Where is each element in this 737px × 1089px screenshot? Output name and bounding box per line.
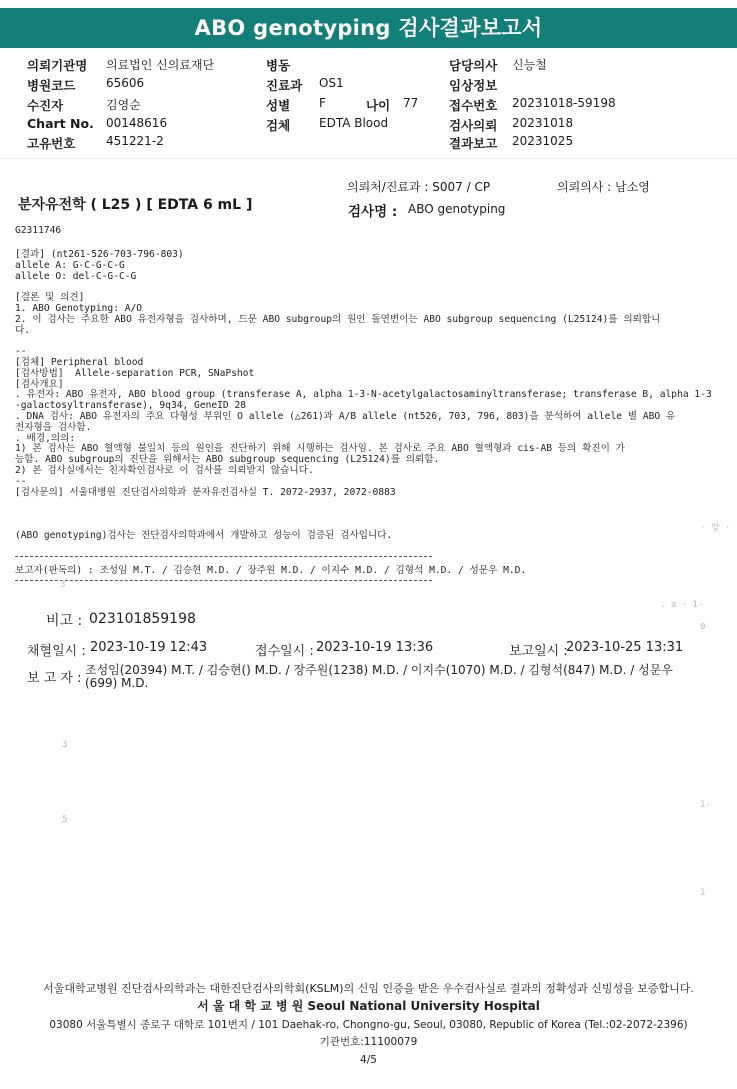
scan-artifact: 1 (700, 888, 706, 898)
value-specimen: EDTA Blood (319, 116, 389, 130)
scan-artifact: 3 (60, 580, 66, 590)
reporter-line-1: 조성임(20394) M.T. / 김승현() M.D. / 장주원(1238) M.D. / 이지수(1070) M.D. / 김형석(847) M.D. / 성문우 (85, 663, 673, 677)
label-reported: 결과보고 (449, 136, 498, 151)
test-name-label: 검사명 : (348, 204, 398, 220)
label-age: 나이 (366, 98, 391, 113)
reported-label: 보고일시 : (509, 644, 568, 659)
label-receipt-no: 접수번호 (449, 98, 498, 113)
dashed-divider (15, 580, 432, 581)
label-hospital-code: 병원코드 (27, 78, 76, 93)
reported-datetime: 2023-10-25 13:31 (566, 640, 684, 655)
label-clinical-info: 임상정보 (449, 78, 498, 93)
value-unique-no: 451221-2 (106, 134, 164, 148)
reporter-line-2: (699) M.D. (85, 676, 149, 690)
value-hospital-code: 65606 (106, 76, 145, 90)
report-title: ABO genotyping 검사결과보고서 (0, 8, 737, 48)
scan-artifact: 1- (700, 800, 711, 810)
lab-department: 분자유전학 ( L25 ) [ EDTA 6 mL ] (18, 197, 253, 213)
value-receipt-no: 20231018-59198 (512, 96, 616, 110)
value-chart-no: 00148616 (106, 116, 168, 130)
hospital-name: 서 울 대 학 교 병 원 Seoul National University Hospital (197, 999, 540, 1013)
value-institution: 의료법인 신의료재단 (106, 58, 215, 72)
scan-artifact: 0 (700, 622, 706, 632)
specimen-number: G2311746 (15, 225, 62, 236)
reading-reporters: 보고자(판독의) : 조성임 M.T. / 김승현 M.D. / 장주원 M.D. / 이지수 M.D. / 김형석 M.D. / 성문우 M.D. (15, 565, 527, 576)
value-age: 77 (403, 96, 419, 110)
value-department: OS1 (319, 76, 344, 90)
label-patient: 수진자 (27, 98, 64, 113)
label-specimen: 검체 (266, 118, 291, 133)
collected-datetime: 2023-10-19 12:43 (90, 640, 208, 655)
hospital-address: 03080 서울특별시 종로구 대학로 101번지 / 101 Daehak-ro, Chongno-gu, Seoul, 03080, Republic of Korea (Tel.:02-2072-2396) (49, 1019, 688, 1031)
value-doctor: 신능철 (512, 58, 547, 72)
remark-value: 023101859198 (89, 611, 196, 627)
label-department: 진료과 (266, 78, 303, 93)
requester-doctor: 의뢰의사 : 남소영 (557, 180, 650, 194)
result-body: [결과] (nt261-526-703-796-803) allele A: G-C-G-C-G allele O: del-C-G-C-G [결론 및 의견] 1. ABO Genotyping: A/O 2. 이 검사는 주요한 ABO 유전자형을 검사하며, 드문 ABO subgroup의 원인 돌연변이는 ABO subgroup sequencing (L25124)를 의뢰합니 다. -- [검체] Peripheral blood [검사방법] Allele-separation PCR, SNaPshot [검사개요] . 유전자: ABO 유전자, ABO blood group (transferase A, alpha 1-3-N-acetylgalactosaminyltransferase; transferase B, alpha 1-3 -galactosyltransferase), 9q34, GeneID 28 . DNA 검사: ABO 유전자의 주요 다형성 부위인 O allele (△261)과 A/B allele (nt526, 703, 796, 803)을 분석하여 allele 별 ABO 유 전자형을 검사함. . 배경,의의: 1) 본 검사는 ABO 혈액형 불일치 등의 원인을 진단하기 위해 시행하는 검사임. 본 검사로 주요 ABO 혈액형과 cis-AB 등의 확진이 가 능함. ABO subgroup의 진단을 위해서는 ABO subgroup sequencing (L25124)를 의뢰함. 2) 본 검사실에서는 친자확인검사로 이 검사를 의뢰받지 않습니다. -- [검사문의] 서울대병원 진단검사의학과 분자유전검사실 T. 2072-2937, 2072-0883 (15, 249, 712, 498)
collected-label: 채혈일시 : (27, 644, 86, 659)
test-name: ABO genotyping (408, 202, 506, 216)
value-sex: F (319, 96, 326, 110)
scan-artifact: 5 (62, 815, 68, 825)
value-requested: 20231018 (512, 116, 574, 130)
received-datetime: 2023-10-19 13:36 (316, 640, 434, 655)
scan-artifact: 3 (62, 740, 68, 750)
label-institution: 의뢰기관명 (27, 58, 88, 73)
patient-info (0, 56, 737, 151)
section-divider (0, 158, 737, 159)
page-number: 4/5 (360, 1054, 377, 1066)
label-sex: 성별 (266, 98, 291, 113)
scan-artifact: · 항 · (700, 523, 731, 533)
validation-note: (ABO genotyping)검사는 진단검사의학과에서 개발하고 성능이 검증된 검사입니다. (15, 530, 393, 541)
value-reported: 20231025 (512, 134, 574, 148)
reporter-label: 보 고 자 : (27, 671, 82, 686)
certification-statement: 서울대학교병원 진단검사의학과는 대한진단검사의학회(KSLM)의 신임 인증을 받은 우수검사실로 결과의 정확성과 신빙성을 보증합니다. (43, 982, 694, 995)
remark-label: 비고 : (46, 613, 83, 629)
label-ward: 병동 (266, 58, 291, 73)
scan-artifact: . a · 1- (660, 600, 704, 610)
value-patient: 김영순 (106, 98, 141, 112)
received-label: 접수일시 : (255, 644, 314, 659)
label-requested: 검사의뢰 (449, 118, 498, 133)
institution-number: 기관번호:11100079 (319, 1036, 418, 1048)
label-chart-no: Chart No. (27, 116, 94, 131)
label-doctor: 담당의사 (449, 58, 498, 73)
requester-department: 의뢰처/진료과 : S007 / CP (347, 180, 491, 194)
dashed-divider (15, 556, 432, 557)
label-unique-no: 고유번호 (27, 136, 76, 151)
